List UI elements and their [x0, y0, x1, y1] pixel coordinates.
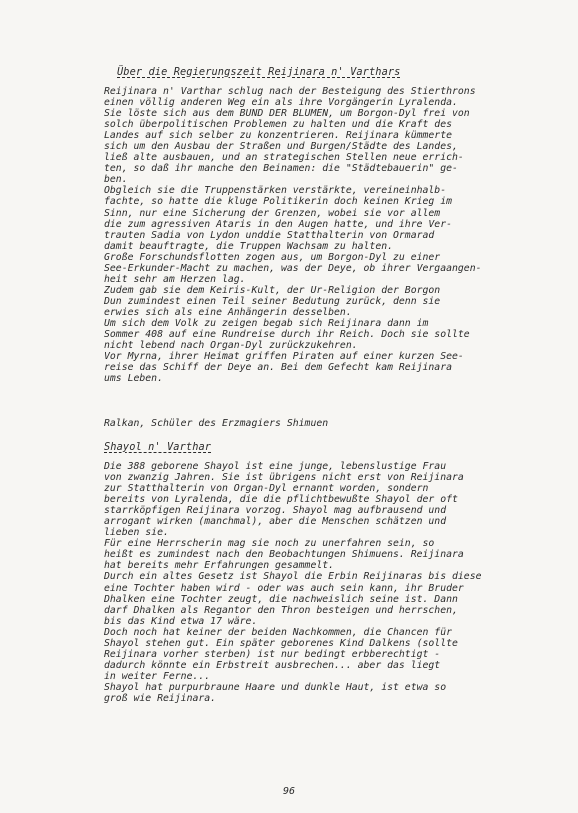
- text-line: die zum agressiven Ataris in den Augen hatte, und ihre Ver-: [104, 218, 452, 230]
- text-line: bereits von Lyralenda, die die pflichtbewußte Shayol der oft: [104, 494, 458, 506]
- text-line: Die 388 geborene Shayol ist eine junge, lebenslustige Frau: [104, 461, 447, 472]
- text-line: Um sich dem Volk zu zeigen begab sich Reijinara dann im: [104, 317, 429, 329]
- text-line: in weiter Ferne...: [104, 670, 211, 682]
- section-heading-shayol: Shayol n' Varthar: [104, 441, 212, 453]
- text-line: trauten Sadia von Lydon unddie Statthalterin von Ormarad: [104, 229, 435, 241]
- text-line: Durch ein altes Gesetz ist Shayol die Erbin Reijinaras bis diese: [104, 571, 482, 583]
- text-line: heit sehr am Herzen lag.: [104, 273, 246, 285]
- text-line: lieben sie.: [104, 527, 169, 539]
- text-line: Für eine Herrscherin mag sie noch zu unerfahren sein, so: [104, 538, 435, 550]
- text-line: arrogant wirken (manchmal), aber die Menschen schätzen und: [104, 516, 447, 528]
- text-line: Vor Myrna, ihrer Heimat griffen Piraten auf einer kurzen See-: [104, 351, 464, 363]
- section-body-regierungszeit: [104, 86, 482, 384]
- text-line: Shayol stehen gut. Ein später geborenes Kind Dalkens (sollte: [104, 637, 458, 649]
- text-line: ten, so daß ihr manche den Beinamen: die "Städtebauerin" ge-: [104, 163, 458, 175]
- text-line: Zudem gab sie dem Keiris-Kult, der Ur-Religion der Borgon: [104, 284, 441, 296]
- text-line: ums Leben.: [104, 373, 163, 385]
- text-line: ben.: [104, 174, 128, 186]
- text-line: See-Erkunder-Macht zu machen, was der Deye, ob ihrer Vergaangen-: [104, 262, 482, 274]
- text-line: Sinn, nur eine Sicherung der Grenzen, wobei sie vor allem: [104, 207, 441, 219]
- text-line: ließ alte ausbauen, und an strategischen Stellen neue errich-: [104, 152, 464, 164]
- text-line: bis das Kind etwa 17 wäre.: [104, 615, 258, 627]
- text-line: Dhalken eine Tochter zeugt, die nachweislich seine ist. Dann: [104, 593, 458, 605]
- author-signature-line: Ralkan, Schüler des Erzmagiers Shimuen: [104, 418, 329, 429]
- text-line: Dun zumindest einen Teil seiner Bedutung zurück, denn sie: [104, 295, 441, 307]
- text-line: Sommer 408 auf eine Rundreise durch ihr Reich. Doch sie sollte: [104, 329, 470, 341]
- text-line: von zwanzig Jahren. Sie ist übrigens nicht erst von Reijinara: [104, 472, 464, 484]
- text-line: sich um den Ausbau der Straßen und Burgen/Städte des Landes,: [104, 141, 458, 153]
- text-line: zur Statthalterin von Organ-Dyl ernannt worden, sondern: [104, 483, 429, 495]
- text-line: eine Tochter haben wird - oder was auch sein kann, ihr Bruder: [104, 582, 464, 594]
- text-line: reise das Schiff der Deye an. Bei dem Gefecht kam Reijinara: [104, 362, 452, 374]
- section-body-shayol: [104, 461, 482, 704]
- text-line: heißt es zumindest nach den Beobachtungen Shimuens. Reijinara: [104, 549, 464, 561]
- page-number: 96: [282, 786, 296, 797]
- text-line: Landes auf sich selber zu konzentrieren. Reijinara kümmerte: [104, 130, 452, 142]
- text-line: nicht lebend nach Organ-Dyl zurückzukehren.: [104, 340, 358, 352]
- text-line: hat bereits mehr Erfahrungen gesammelt.: [104, 560, 335, 572]
- text-line: einen völlig anderen Weg ein als ihre Vorgängerin Lyralenda.: [104, 97, 458, 109]
- text-line: Shayol hat purpurbraune Haare und dunkle Haut, ist etwa so: [104, 681, 447, 693]
- text-line: Reijinara vorher sterben) ist nur bedingt erbberechtigt -: [104, 648, 441, 660]
- text-line: fachte, so hatte die kluge Politikerin doch keinen Krieg im: [104, 196, 452, 208]
- text-line: erwies sich als eine Anhängerin desselben.: [104, 306, 352, 318]
- text-line: Obgleich sie die Truppenstärken verstärkte, vereineinhalb-: [104, 185, 447, 197]
- text-line: Reijinara n' Varthar schlug nach der Besteigung des Stierthrons: [104, 86, 476, 97]
- text-line: solch überpolitischen Problemen zu halten und die Kraft des: [104, 119, 452, 131]
- text-line: Doch noch hat keiner der beiden Nachkommen, die Chancen für: [104, 626, 452, 638]
- section-heading-regierungszeit: Über die Regierungszeit Reijinara n' Varthars: [117, 66, 401, 78]
- text-line: darf Dhalken als Regantor den Thron besteigen und herrschen,: [104, 604, 458, 616]
- text-line: Sie löste sich aus dem BUND DER BLUMEN, um Borgon-Dyl frei von: [104, 108, 470, 120]
- text-line: groß wie Reijinara.: [104, 692, 217, 704]
- text-line: Große Forschundsflotten zogen aus, um Borgon-Dyl zu einer: [104, 251, 441, 263]
- text-line: dadurch könnte ein Erbstreit ausbrechen... aber das liegt: [104, 659, 441, 671]
- text-line: damit beauftragte, die Truppen Wachsam zu halten.: [104, 240, 394, 252]
- text-line: starrköpfigen Reijinara vorzog. Shayol mag aufbrausend und: [104, 505, 447, 517]
